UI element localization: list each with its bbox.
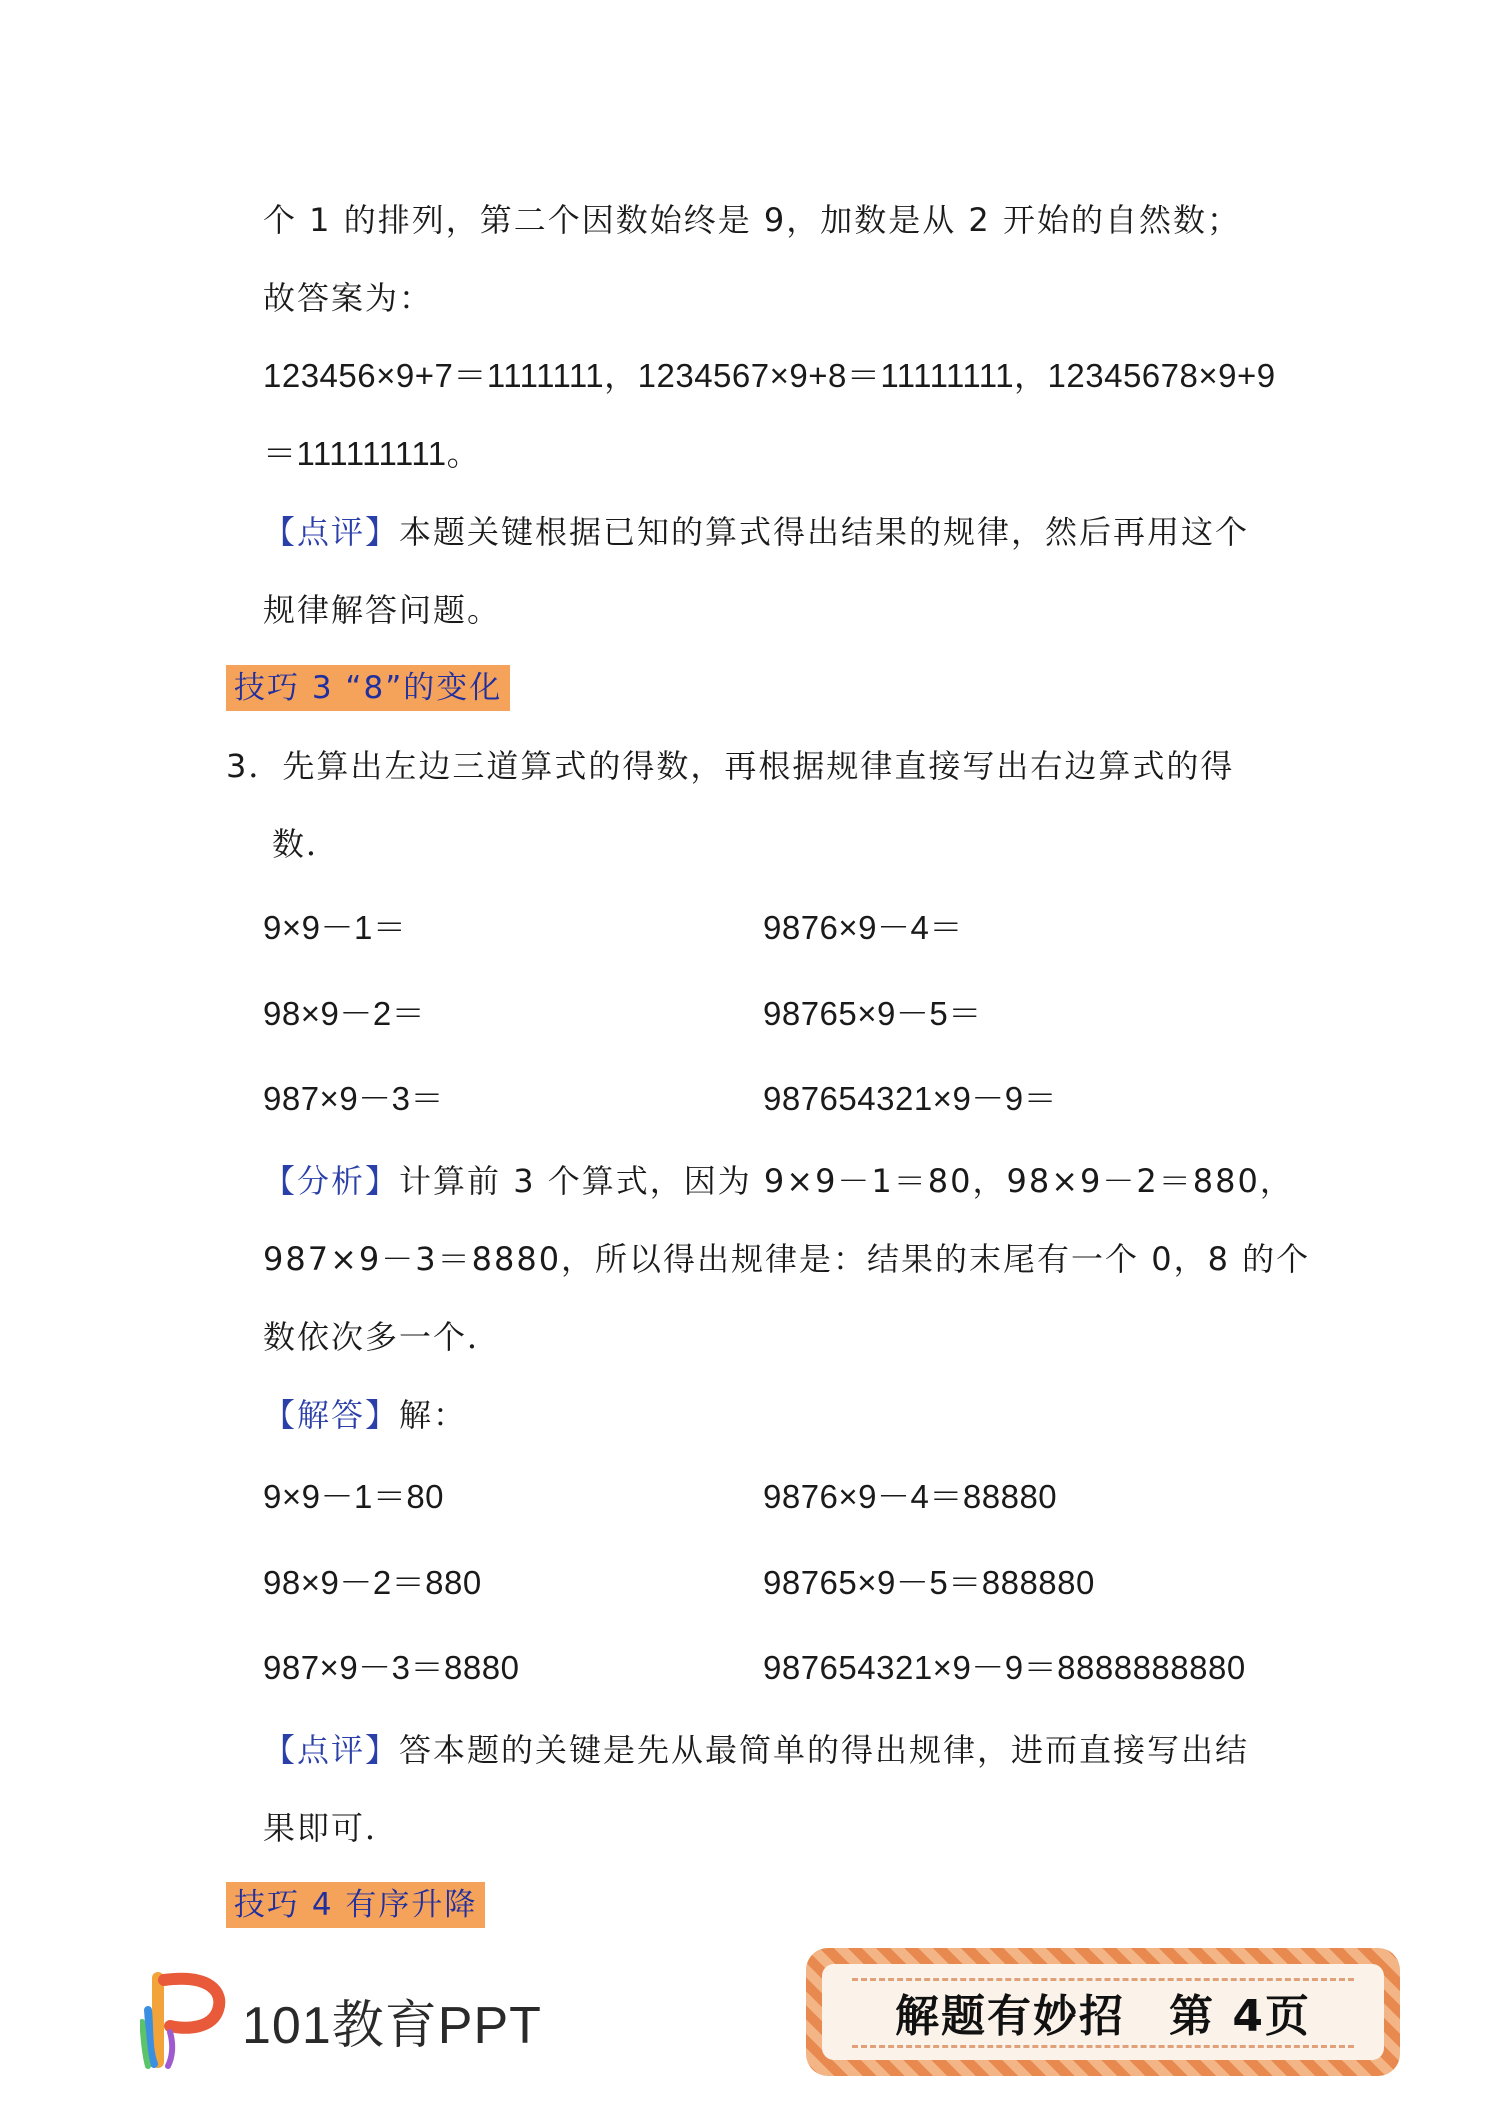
analysis-line-1 — [263, 1159, 1294, 1203]
answer-left-1: 9×9－1＝80 — [263, 1478, 445, 1515]
page-number: 第 4页 — [1169, 1991, 1311, 2042]
brand-logo — [140, 1970, 542, 2070]
problem-right-3: 987654321×9－9＝ — [763, 1080, 1058, 1117]
badge-divider-top — [852, 1978, 1354, 1981]
problem-3-line-1: 3．先算出左边三道算式的得数，再根据规律直接写出右边算式的得 — [226, 747, 1235, 785]
analysis-line-2: 987×9－3＝8880，所以得出规律是：结果的末尾有一个 0，8 的个 — [263, 1240, 1311, 1278]
answer-right-2: 98765×9－5＝888880 — [763, 1564, 1095, 1601]
review-1-line-2: 规律解答问题。 — [263, 591, 502, 629]
intro-line-2: 故答案为： — [263, 279, 434, 317]
analysis-line-3: 数依次多一个． — [263, 1318, 502, 1356]
review-text: 答本题的关键是先从最简单的得出规律，进而直接写出结 — [399, 1731, 1250, 1769]
brand-logo-text: 101教育PPT — [242, 1996, 542, 2055]
answer-right-1: 9876×9－4＝88880 — [763, 1478, 1058, 1515]
answer-right-3: 987654321×9－9＝8888888880 — [763, 1649, 1246, 1686]
problem-left-2: 98×9－2＝ — [263, 995, 426, 1032]
brand-logo-icon — [140, 1970, 230, 2070]
problem-left-1: 9×9－1＝ — [263, 909, 407, 946]
intro-line-4: ＝111111111。 — [263, 435, 481, 472]
review-text: 本题关键根据已知的算式得出结果的规律，然后再用这个 — [399, 513, 1250, 551]
answer-tag: 【解答】 — [263, 1396, 400, 1434]
intro-line-3: 123456×9+7＝1111111，1234567×9+8＝11111111，12345678×9+9 — [263, 357, 1276, 394]
answer-label: 解： — [399, 1396, 468, 1434]
section-3-heading: 技巧 3 “8”的变化 — [226, 665, 510, 711]
page-badge-inner — [822, 1964, 1384, 2060]
intro-line-1: 个 1 的排列，第二个因数始终是 9，加数是从 2 开始的自然数； — [263, 201, 1241, 239]
answer-left-3: 987×9－3＝8880 — [263, 1649, 520, 1686]
page-badge — [806, 1948, 1400, 2076]
page-badge-text — [895, 1980, 1311, 2044]
problem-3-line-2: 数． — [272, 825, 341, 863]
review-tag: 【点评】 — [263, 1731, 400, 1769]
answer-line — [263, 1393, 467, 1437]
analysis-text: 计算前 3 个算式，因为 9×9－1＝80，98×9－2＝880， — [399, 1162, 1294, 1200]
analysis-tag: 【分析】 — [263, 1162, 400, 1200]
review-2-line-1 — [263, 1728, 1249, 1772]
problem-right-1: 9876×9－4＝ — [763, 909, 963, 946]
review-tag: 【点评】 — [263, 513, 400, 551]
answer-left-2: 98×9－2＝880 — [263, 1564, 482, 1601]
problem-right-2: 98765×9－5＝ — [763, 995, 982, 1032]
review-2-line-2: 果即可． — [263, 1809, 400, 1847]
problem-left-3: 987×9－3＝ — [263, 1080, 445, 1117]
section-4-heading: 技巧 4 有序升降 — [226, 1882, 485, 1928]
review-1-line-1 — [263, 510, 1249, 554]
badge-title: 解题有妙招 — [895, 1991, 1126, 2042]
badge-divider-bottom — [852, 2045, 1354, 2048]
